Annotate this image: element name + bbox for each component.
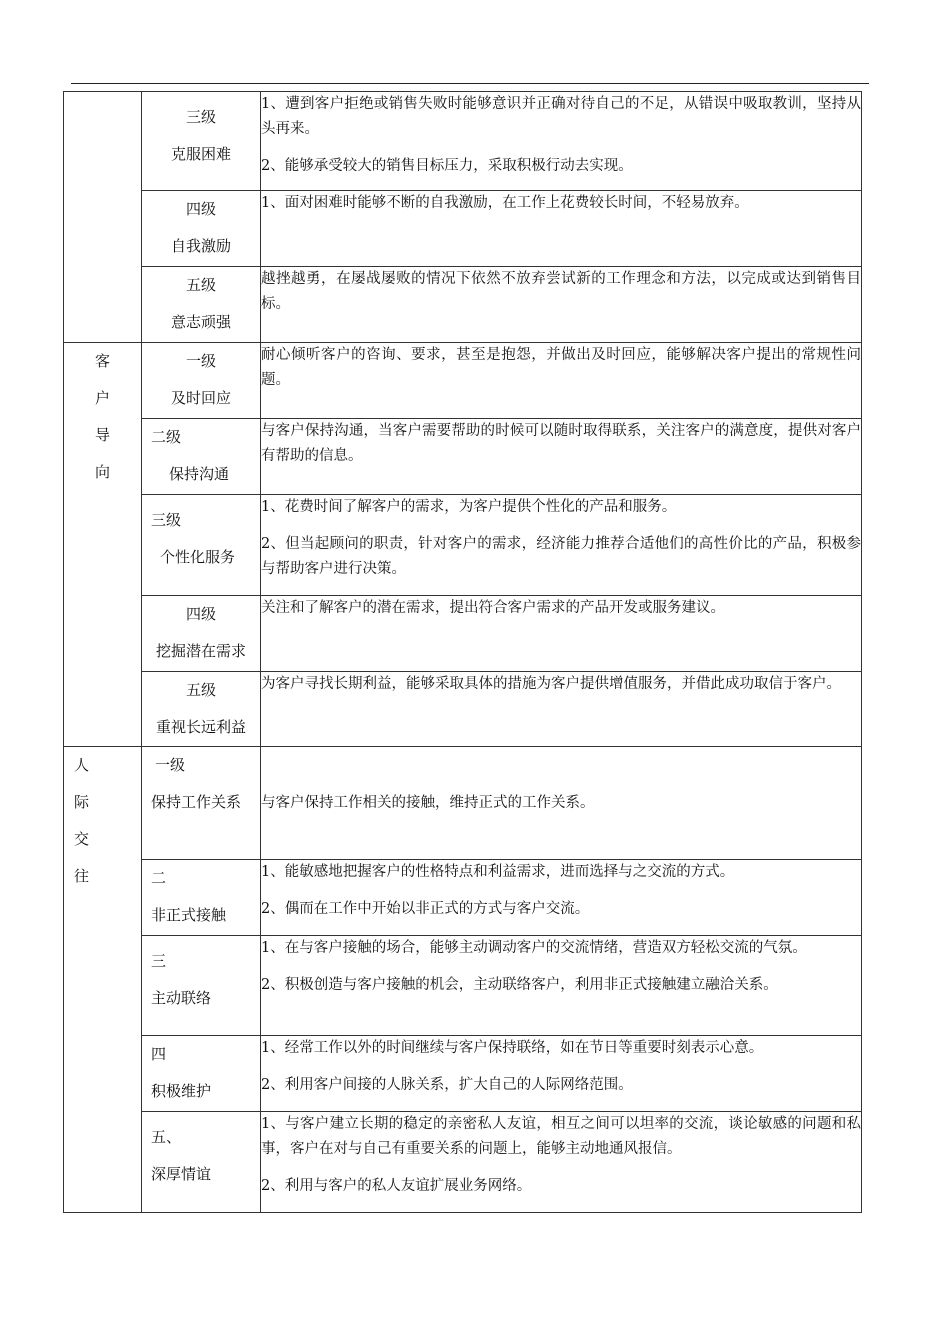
level-cell	[142, 596, 261, 672]
level-number: 三级	[151, 511, 182, 529]
description-cell	[261, 191, 862, 267]
level-name: 重视长远利益	[155, 718, 246, 736]
description-cell	[261, 419, 862, 495]
level-name: 个性化服务	[160, 548, 236, 566]
description-line: 1、花费时间了解客户的需求，为客户提供个性化的产品和服务。	[261, 499, 677, 515]
description-cell	[261, 672, 862, 747]
category-cell	[64, 343, 142, 747]
level-number: 一级	[155, 756, 186, 774]
description-line: 1、遭到客户拒绝或销售失败时能够意识并正确对待自己的不足，从错误中吸取教训，坚持从头再来。	[261, 96, 861, 137]
level-name: 自我激励	[170, 237, 231, 255]
description-line: 2、利用与客户的私人友谊扩展业务网络。	[261, 1178, 532, 1194]
table-row	[64, 860, 862, 936]
level-name: 及时回应	[170, 389, 231, 407]
level-cell	[142, 495, 261, 596]
category-label: 人 际 交 往	[74, 756, 90, 885]
level-number: 一级	[185, 352, 216, 370]
description-cell	[261, 747, 862, 860]
description-cell	[261, 1036, 862, 1112]
level-cell	[142, 343, 261, 419]
table-row	[64, 343, 862, 419]
level-number: 四级	[185, 200, 216, 218]
table-row	[64, 1036, 862, 1112]
description-cell	[261, 92, 862, 191]
level-name: 挖掘潜在需求	[155, 642, 246, 660]
table-row	[64, 936, 862, 1036]
description-line: 耐心倾听客户的咨询、要求，甚至是抱怨，并做出及时回应，能够解决客户提出的常规性问题。	[261, 347, 861, 388]
description-line: 与客户保持沟通，当客户需要帮助的时候可以随时取得联系，关注客户的满意度，提供对客户有帮助的信息。	[261, 423, 861, 464]
description-line: 越挫越勇，在屡战屡败的情况下依然不放弃尝试新的工作理念和方法，以完成或达到销售目标。	[261, 271, 861, 312]
description-cell	[261, 860, 862, 936]
level-cell	[142, 267, 261, 343]
table-row	[64, 267, 862, 343]
competency-table	[63, 91, 862, 1213]
level-name: 保持工作关系	[151, 793, 242, 811]
table-row	[64, 1112, 862, 1213]
level-name: 克服困难	[170, 145, 231, 163]
table-row	[64, 747, 862, 860]
level-number: 五级	[185, 681, 216, 699]
description-line: 2、偶而在工作中开始以非正式的方式与客户交流。	[261, 901, 590, 917]
description-cell	[261, 1112, 862, 1213]
description-line: 1、经常工作以外的时间继续与客户保持联络，如在节日等重要时刻表示心意。	[261, 1040, 764, 1056]
level-number: 五级	[185, 276, 216, 294]
level-name: 深厚情谊	[151, 1165, 212, 1183]
level-cell	[142, 191, 261, 267]
level-name: 意志顽强	[170, 313, 231, 331]
description-line: 2、能够承受较大的销售目标压力，采取积极行动去实现。	[261, 158, 633, 174]
description-cell	[261, 596, 862, 672]
table-row	[64, 495, 862, 596]
header-rule	[71, 83, 869, 84]
description-cell	[261, 936, 862, 1036]
level-number: 四	[151, 1045, 167, 1063]
category-label: 客 户 导 向	[94, 352, 110, 481]
description-line: 1、与客户建立长期的稳定的亲密私人友谊，相互之间可以坦率的交流，谈论敏感的问题和私事，客户在对与自己有重要关系的问题上，能够主动地通风报信。	[261, 1116, 861, 1157]
table-row	[64, 596, 862, 672]
level-cell	[142, 672, 261, 747]
level-cell	[142, 1036, 261, 1112]
table-row	[64, 672, 862, 747]
level-name: 积极维护	[151, 1082, 212, 1100]
level-cell	[142, 747, 261, 860]
description-line: 2、积极创造与客户接触的机会，主动联络客户，利用非正式接触建立融洽关系。	[261, 977, 778, 993]
level-cell	[142, 92, 261, 191]
description-line: 2、利用客户间接的人脉关系，扩大自己的人际网络范围。	[261, 1077, 633, 1093]
level-number: 二级	[151, 428, 182, 446]
description-line: 1、在与客户接触的场合，能够主动调动客户的交流情绪，营造双方轻松交流的气氛。	[261, 940, 807, 956]
description-line: 1、面对困难时能够不断的自我激励，在工作上花费较长时间，不轻易放弃。	[261, 195, 749, 211]
description-cell	[261, 343, 862, 419]
level-number: 二	[151, 869, 167, 887]
level-number: 三级	[185, 108, 216, 126]
level-name: 非正式接触	[151, 906, 227, 924]
description-line: 1、能敏感地把握客户的性格特点和利益需求，进而选择与之交流的方式。	[261, 864, 735, 880]
description-line: 2、但当起顾问的职责，针对客户的需求，经济能力推荐合适他们的高性价比的产品，积极参与帮助客户进行决策。	[261, 536, 861, 577]
category-cell	[64, 747, 142, 1213]
description-line: 为客户寻找长期利益，能够采取具体的措施为客户提供增值服务，并借此成功取信于客户。	[261, 676, 841, 692]
table-row	[64, 92, 862, 191]
table-row	[64, 419, 862, 495]
level-name: 主动联络	[151, 989, 212, 1007]
level-name: 保持沟通	[169, 465, 230, 483]
level-number: 三	[151, 952, 167, 970]
level-cell	[142, 860, 261, 936]
level-cell	[142, 1112, 261, 1213]
description-cell	[261, 495, 862, 596]
level-cell	[142, 419, 261, 495]
description-line: 与客户保持工作相关的接触，维持正式的工作关系。	[261, 794, 595, 811]
level-number: 五、	[151, 1128, 182, 1146]
level-cell	[142, 936, 261, 1036]
table-row	[64, 191, 862, 267]
description-line: 关注和了解客户的潜在需求，提出符合客户需求的产品开发或服务建议。	[261, 600, 725, 616]
description-cell	[261, 267, 862, 343]
category-cell-continued	[64, 92, 142, 343]
level-number: 四级	[185, 605, 216, 623]
